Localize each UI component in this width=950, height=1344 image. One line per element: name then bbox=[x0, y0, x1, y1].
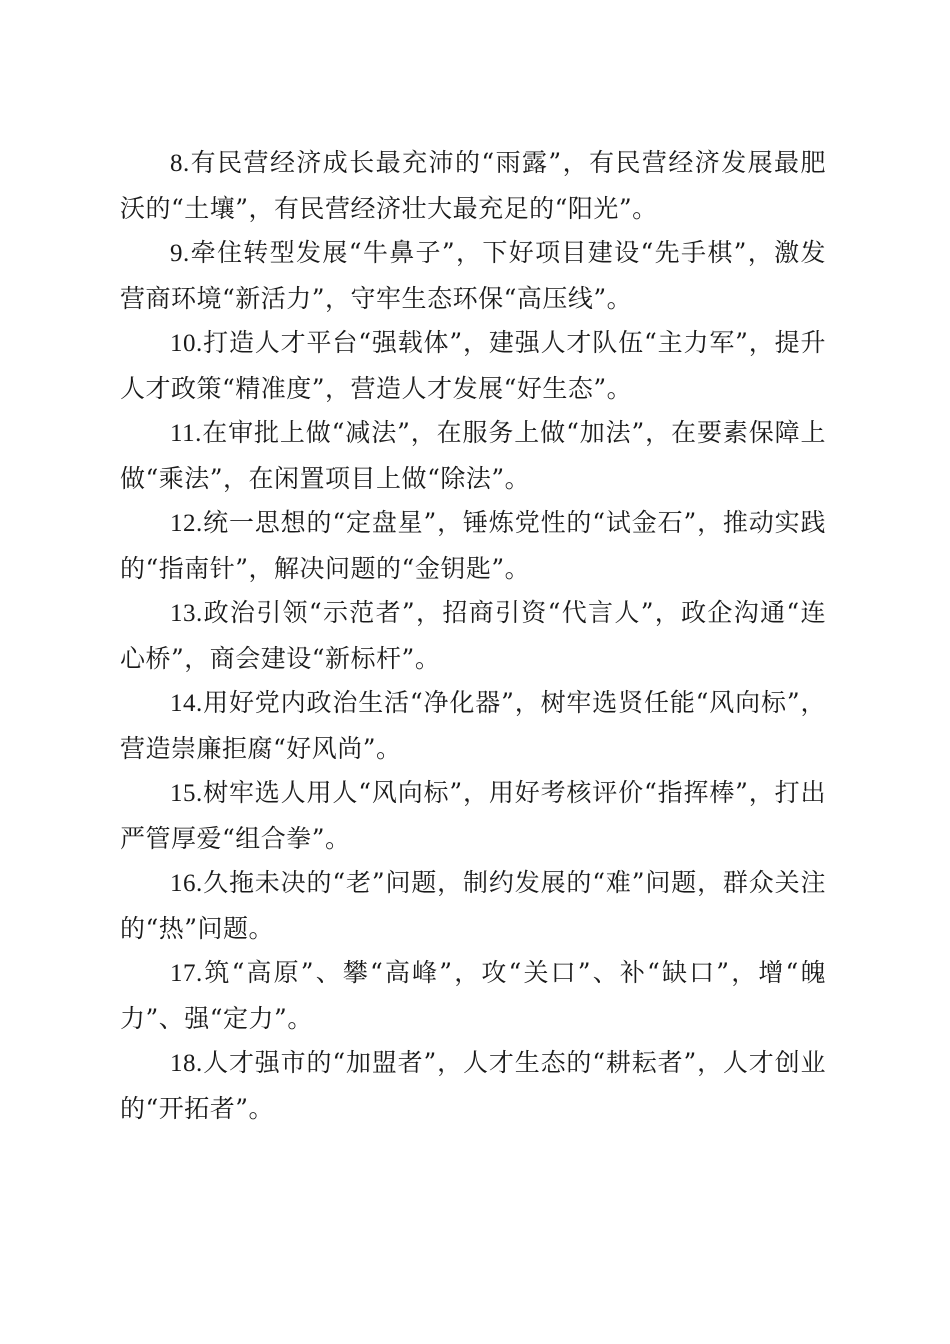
item-text: 久拖未决的“老”问题，制约发展的“难”问题，群众关注的“热”问题。 bbox=[120, 868, 826, 943]
list-item bbox=[120, 951, 826, 1041]
item-number: 15. bbox=[170, 780, 203, 807]
item-number: 11. bbox=[170, 420, 202, 447]
list-item bbox=[120, 321, 826, 411]
list-item bbox=[120, 591, 826, 681]
item-text: 在审批上做“减法”，在服务上做“加法”，在要素保障上做“乘法”，在闲置项目上做“除法”。 bbox=[120, 418, 826, 493]
item-number: 12. bbox=[170, 510, 203, 537]
list-item bbox=[120, 771, 826, 861]
list-item bbox=[120, 501, 826, 591]
item-text: 政治引领“示范者”，招商引资“代言人”，政企沟通“连心桥”，商会建设“新标杆”。 bbox=[120, 598, 826, 673]
item-number: 9. bbox=[170, 240, 190, 267]
item-text: 用好党内政治生活“净化器”，树牢选贤任能“风向标”，营造崇廉拒腐“好风尚”。 bbox=[120, 688, 826, 763]
item-text: 统一思想的“定盘星”，锤炼党性的“试金石”，推动实践的“指南针”，解决问题的“金钥匙”。 bbox=[120, 508, 826, 583]
item-text: 树牢选人用人“风向标”，用好考核评价“指挥棒”，打出严管厚爱“组合拳”。 bbox=[120, 778, 826, 853]
item-number: 10. bbox=[170, 330, 203, 357]
item-number: 18. bbox=[170, 1050, 203, 1077]
item-text: 牵住转型发展“牛鼻子”，下好项目建设“先手棋”，激发营商环境“新活力”，守牢生态环保“高压线”。 bbox=[120, 238, 826, 313]
list-item bbox=[120, 231, 826, 321]
item-number: 14. bbox=[170, 690, 203, 717]
item-text: 筑“高原”、攀“高峰”，攻“关口”、补“缺口”，增“魄力”、强“定力”。 bbox=[120, 958, 826, 1033]
list-item bbox=[120, 141, 826, 231]
item-text: 人才强市的“加盟者”，人才生态的“耕耘者”，人才创业的“开拓者”。 bbox=[120, 1048, 826, 1123]
list-item bbox=[120, 1041, 826, 1131]
list-item bbox=[120, 861, 826, 951]
item-number: 13. bbox=[170, 600, 203, 627]
item-number: 17. bbox=[170, 960, 203, 987]
item-text: 有民营经济成长最充沛的“雨露”，有民营经济发展最肥沃的“土壤”，有民营经济壮大最充足的“阳光”。 bbox=[120, 148, 826, 223]
item-text: 打造人才平台“强载体”，建强人才队伍“主力军”，提升人才政策“精准度”，营造人才发展“好生态”。 bbox=[120, 328, 826, 403]
document-body bbox=[120, 141, 826, 1131]
item-number: 16. bbox=[170, 870, 203, 897]
list-item bbox=[120, 681, 826, 771]
item-number: 8. bbox=[170, 150, 190, 177]
list-item bbox=[120, 411, 826, 501]
